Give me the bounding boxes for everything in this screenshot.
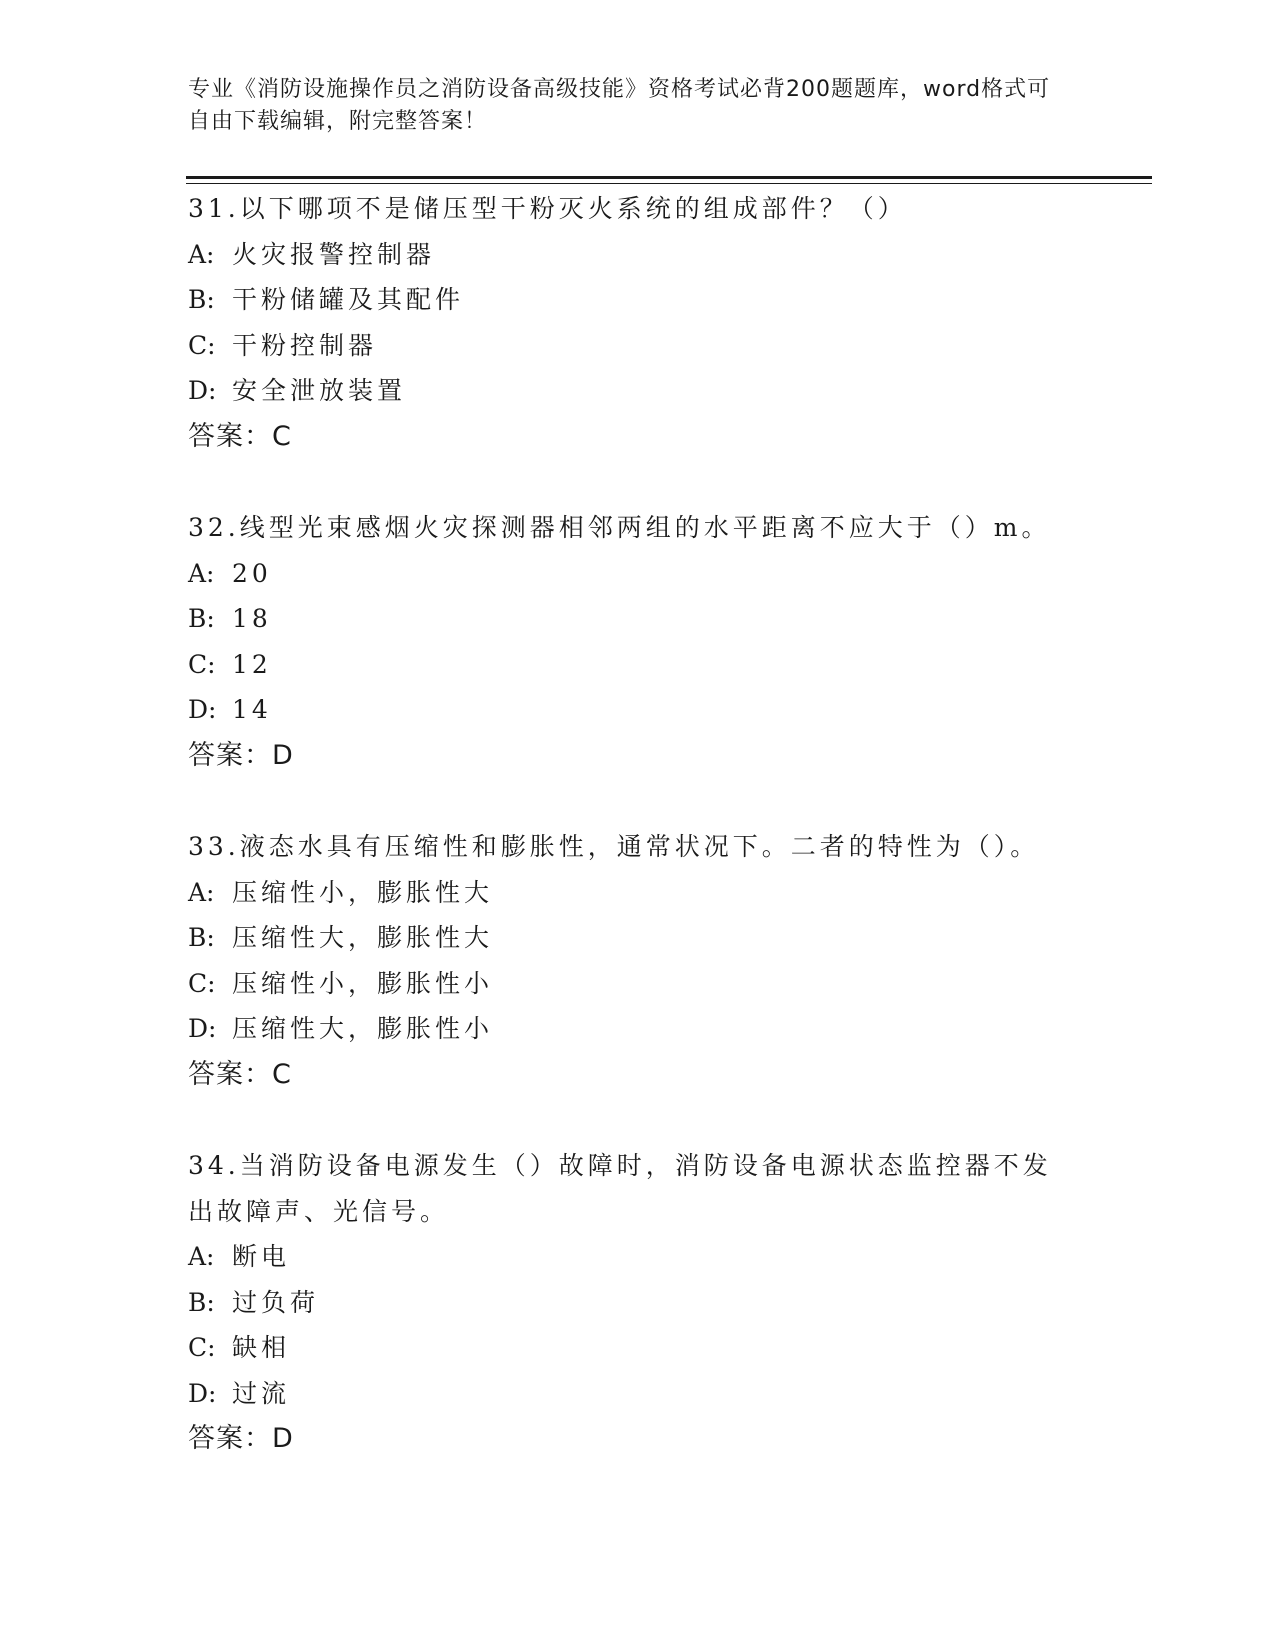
option-letter: D: xyxy=(188,695,217,724)
option-text: 过流 xyxy=(232,1378,291,1408)
option-text: 过负荷 xyxy=(232,1287,320,1317)
option-letter: A: xyxy=(188,239,215,269)
option-b xyxy=(188,915,1088,961)
option-letter: B: xyxy=(188,1287,215,1317)
option-c xyxy=(188,961,1088,1007)
option-b xyxy=(188,277,1088,323)
option-text: 20 xyxy=(232,558,272,588)
option-text: 干粉储罐及其配件 xyxy=(232,285,465,314)
question-list xyxy=(188,186,1088,1508)
option-letter: C: xyxy=(188,1333,216,1362)
option-text: 干粉控制器 xyxy=(232,330,378,360)
question-34 xyxy=(188,1143,1088,1462)
option-text: 缺相 xyxy=(232,1333,291,1362)
option-text: 火灾报警控制器 xyxy=(232,239,436,269)
option-letter: D: xyxy=(188,1014,217,1043)
option-b xyxy=(188,596,1088,642)
option-a xyxy=(188,551,1088,597)
option-text: 18 xyxy=(232,604,272,633)
question-stem: 33.液态水具有压缩性和膨胀性，通常状况下。二者的特性为（）。 xyxy=(188,832,1040,861)
option-c xyxy=(188,323,1088,369)
question-stem: 31.以下哪项不是储压型干粉灭火系统的组成部件？（） xyxy=(188,194,907,223)
option-text: 压缩性大，膨胀性大 xyxy=(232,923,494,952)
option-letter: A: xyxy=(188,877,215,907)
option-a xyxy=(188,232,1088,278)
option-d xyxy=(188,1371,1088,1417)
option-letter: C: xyxy=(188,649,216,679)
option-a xyxy=(188,1234,1088,1280)
question-stem: 32.线型光束感烟火灾探测器相邻两组的水平距离不应大于（）m。 xyxy=(188,513,1051,542)
option-text: 安全泄放装置 xyxy=(232,376,407,405)
answer-line: 答案：D xyxy=(188,1423,294,1454)
option-c xyxy=(188,642,1088,688)
option-text: 14 xyxy=(232,695,272,724)
question-32 xyxy=(188,505,1088,778)
option-b xyxy=(188,1280,1088,1326)
option-text: 压缩性大，膨胀性小 xyxy=(232,1014,494,1043)
option-text: 断电 xyxy=(232,1242,291,1271)
option-letter: C: xyxy=(188,330,216,360)
header-divider-thin xyxy=(186,183,1152,184)
answer-line: 答案：C xyxy=(188,1058,292,1090)
question-33 xyxy=(188,824,1088,1097)
option-text: 压缩性小，膨胀性小 xyxy=(232,968,494,998)
document-intro: 专业《消防设施操作员之消防设备高级技能》资格考试必背200题题库，word格式可自由下载编辑，附完整答案！ xyxy=(188,77,1051,134)
header-divider-thick xyxy=(186,176,1152,179)
option-d xyxy=(188,368,1088,414)
answer-line: 答案：C xyxy=(188,420,292,452)
question-stem: 34.当消防设备电源发生（）故障时，消防设备电源状态监控器不发出故障声、光信号。 xyxy=(188,1151,1052,1226)
option-c xyxy=(188,1325,1088,1371)
option-text: 12 xyxy=(232,649,272,679)
option-text: 压缩性小，膨胀性大 xyxy=(232,877,494,907)
option-letter: B: xyxy=(188,604,215,633)
option-letter: C: xyxy=(188,968,216,998)
option-d xyxy=(188,687,1088,733)
answer-line: 答案：D xyxy=(188,739,294,771)
option-d xyxy=(188,1006,1088,1052)
option-a xyxy=(188,870,1088,916)
option-letter: A: xyxy=(188,1242,215,1271)
option-letter: D: xyxy=(188,1378,217,1408)
option-letter: A: xyxy=(188,558,215,588)
option-letter: B: xyxy=(188,285,215,314)
option-letter: B: xyxy=(188,923,215,952)
question-31 xyxy=(188,186,1088,459)
option-letter: D: xyxy=(188,376,217,405)
